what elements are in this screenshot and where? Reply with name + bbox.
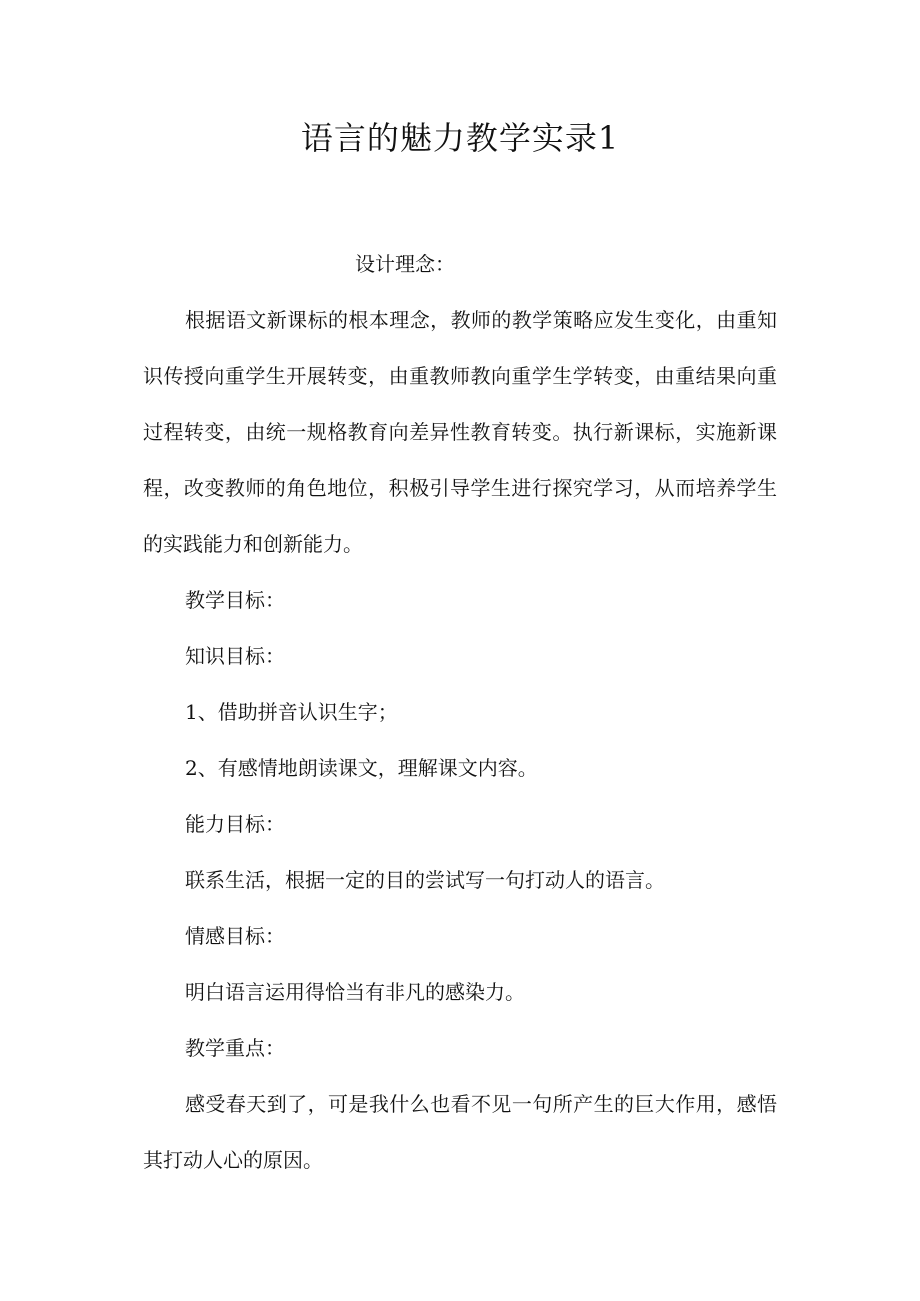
section-heading-design-concept: 设计理念： [355, 252, 455, 276]
list-item-knowledge-2: 2、有感情地朗读课文，理解课文内容。 [185, 756, 538, 780]
paragraph-design-concept: 根据语文新课标的根本理念，教师的教学策略应发生变化，由重知识传授向重学生开展转变，由重教师教向重学生学转变，由重结果向重过程转变，由统一规格教育向差异性教育转变。执行新课标，实施新课程，改变教师的角色地位，积极引导学生进行探究学习，从而培养学生的实践能力和创新能力。 [143, 308, 777, 556]
document-body [143, 236, 777, 1188]
subheading-ability-goals: 能力目标： [185, 812, 285, 836]
document-title: 语言的魅力教学实录1 [300, 119, 620, 157]
section-heading-teaching-goals: 教学目标： [185, 588, 285, 612]
paragraph-emotion-goal: 明白语言运用得恰当有非凡的感染力。 [185, 980, 525, 1004]
section-heading-teaching-focus: 教学重点： [185, 1036, 285, 1060]
list-item-knowledge-1: 1、借助拼音认识生字； [185, 700, 398, 724]
paragraph-ability-goal: 联系生活，根据一定的目的尝试写一句打动人的语言。 [185, 868, 665, 892]
paragraph-teaching-focus: 感受春天到了，可是我什么也看不见一句所产生的巨大作用，感悟其打动人心的原因。 [143, 1092, 777, 1172]
subheading-knowledge-goals: 知识目标： [185, 644, 285, 668]
subheading-emotion-goals: 情感目标： [185, 924, 285, 948]
